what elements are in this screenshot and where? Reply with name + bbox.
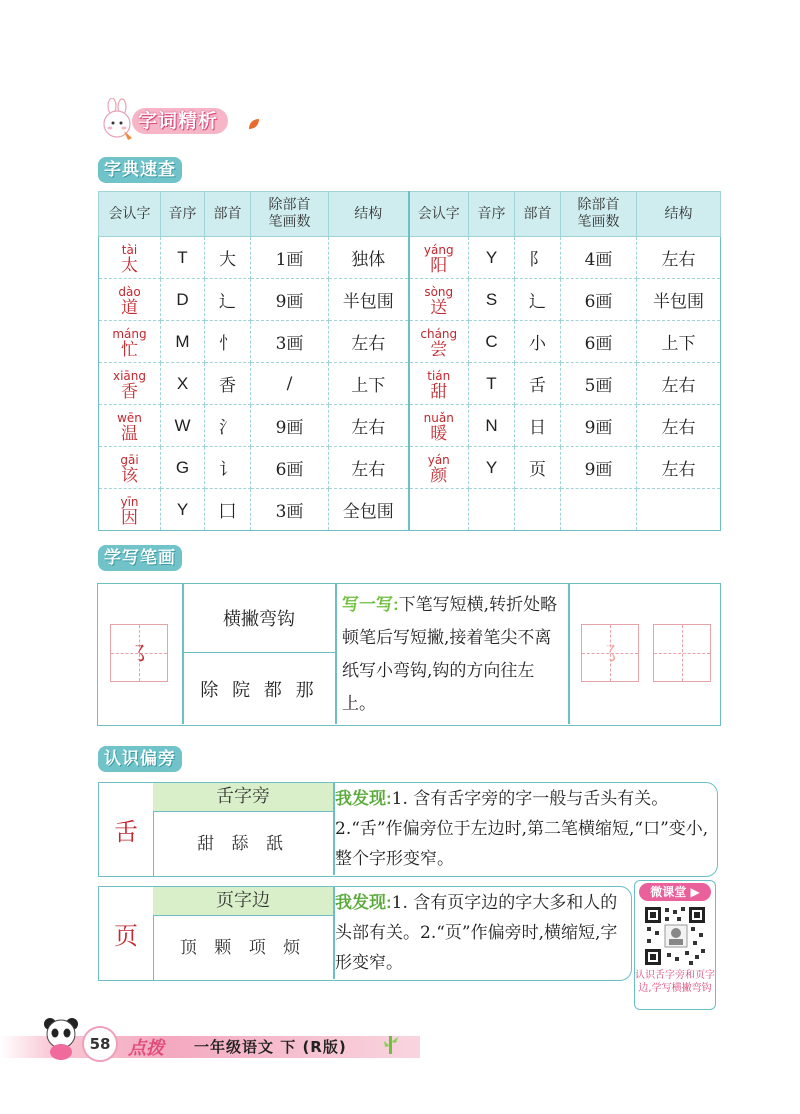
empty-cell — [561, 489, 637, 531]
char-cell: cháng 尝 — [409, 321, 469, 363]
order-cell: T — [161, 237, 205, 279]
tracing-grid[interactable] — [581, 624, 639, 682]
structure-cell: 上下 — [329, 363, 409, 405]
header-char: 会认字 — [99, 192, 161, 237]
structure-cell: 左右 — [637, 405, 721, 447]
radical-cell: 舌 — [515, 363, 561, 405]
dictionary-heading: 字典速查 — [98, 157, 182, 183]
header-structure: 结构 — [637, 192, 721, 237]
radical-cell: 忄 — [205, 321, 251, 363]
char-cell: yīn 因 — [99, 489, 161, 531]
table-row — [99, 363, 721, 405]
radical-cell: 阝 — [515, 237, 561, 279]
write-text: 下笔写短横,转折处略顿笔后写短撇,接着笔尖不离纸写小弯钩,钩的方向往左上。 — [342, 595, 558, 714]
order-cell: M — [161, 321, 205, 363]
strokes-heading: 学写笔画 — [98, 545, 182, 571]
char-cell: yán 颜 — [409, 447, 469, 489]
order-cell: Y — [469, 237, 515, 279]
order-cell: N — [469, 405, 515, 447]
header-order: 音序 — [469, 192, 515, 237]
structure-cell: 左右 — [329, 321, 409, 363]
radical-char: 舌 — [99, 783, 154, 876]
stroke-examples: 除 院 都 那 — [200, 680, 318, 701]
section-title-text: 字词精析 — [132, 108, 228, 134]
strokes-cell: 9画 — [561, 447, 637, 489]
qr-code-icon[interactable] — [643, 905, 707, 967]
leaf-icon — [248, 118, 260, 130]
strokes-cell: 9画 — [251, 279, 329, 321]
char-cell: sòng 送 — [409, 279, 469, 321]
radical-card-tongue — [98, 782, 718, 877]
structure-cell: 独体 — [329, 237, 409, 279]
structure-cell: 左右 — [637, 447, 721, 489]
discovery-label: 我发现: — [335, 789, 392, 808]
stroke-panel — [97, 583, 721, 726]
structure-cell: 半包围 — [329, 279, 409, 321]
strokes-cell: 4画 — [561, 237, 637, 279]
order-cell: T — [469, 363, 515, 405]
structure-cell: 上下 — [637, 321, 721, 363]
structure-cell: 全包围 — [329, 489, 409, 531]
discovery-label: 我发现: — [335, 893, 392, 912]
table-header-row — [99, 192, 721, 237]
char-cell: dào 道 — [99, 279, 161, 321]
radical-cell: 大 — [205, 237, 251, 279]
section-title — [98, 98, 258, 142]
char-cell: yáng 阳 — [409, 237, 469, 279]
char-cell: nuǎn 暖 — [409, 405, 469, 447]
blank-practice-grid[interactable] — [653, 624, 711, 682]
stroke-name: 横撇弯钩 — [183, 584, 335, 653]
panda-mascot-icon — [40, 1014, 82, 1062]
strokes-cell: 1画 — [251, 237, 329, 279]
header-char: 会认字 — [409, 192, 469, 237]
strokes-cell: 6画 — [561, 279, 637, 321]
brand-logo: 点拨 — [128, 1038, 164, 1059]
discovery-text: 我发现:1. 含有舌字旁的字一般与舌头有关。2.“舌”作偏旁位于左边时,第二笔横缩短,“口”变小,整个字形变窄。 — [335, 789, 709, 869]
table-row — [99, 405, 721, 447]
order-cell: W — [161, 405, 205, 447]
char-cell: tián 甜 — [409, 363, 469, 405]
char-cell: gāi 该 — [99, 447, 161, 489]
table-row — [99, 489, 721, 531]
write-label: 写一写: — [342, 595, 399, 614]
empty-cell — [637, 489, 721, 531]
strokes-cell: 6画 — [561, 321, 637, 363]
strokes-cell: / — [251, 363, 329, 405]
page-footer — [0, 1014, 800, 1064]
order-cell: C — [469, 321, 515, 363]
write-instructions — [342, 588, 566, 721]
table-row — [99, 321, 721, 363]
radical-cell: 辶 — [515, 279, 561, 321]
stroke-glyph: ㇌ — [127, 642, 150, 668]
strokes-cell: 6画 — [251, 447, 329, 489]
bamboo-icon — [383, 1034, 399, 1056]
radical-name: 舌字旁 — [153, 783, 333, 812]
book-info: 一年级语文 下 (R版) — [194, 1038, 347, 1056]
table-row — [99, 447, 721, 489]
order-cell: G — [161, 447, 205, 489]
radical-name: 页字边 — [153, 887, 333, 916]
structure-cell: 左右 — [637, 363, 721, 405]
order-cell: D — [161, 279, 205, 321]
strokes-cell: 5画 — [561, 363, 637, 405]
micro-class-caption: 认识舌字旁和页字边,学写横撇弯钩 — [635, 970, 715, 994]
header-strokes: 除部首 笔画数 — [561, 192, 637, 237]
micro-class-card[interactable] — [634, 880, 716, 1010]
char-cell: xiāng 香 — [99, 363, 161, 405]
structure-cell: 半包围 — [637, 279, 721, 321]
radical-card-head — [98, 886, 632, 981]
strokes-cell: 3画 — [251, 489, 329, 531]
radical-cell: 小 — [515, 321, 561, 363]
empty-cell — [409, 489, 469, 531]
table-row — [99, 279, 721, 321]
radicals-heading: 认识偏旁 — [98, 746, 182, 772]
radical-words: 顶 颗 项 烦 — [179, 938, 307, 958]
discovery-text: 我发现:1. 含有页字边的字大多和人的头部有关。2.“页”作偏旁时,横缩短,字形变窄。 — [335, 893, 618, 973]
practice-grid — [110, 624, 168, 682]
radical-char: 页 — [99, 887, 154, 980]
strokes-cell: 9画 — [251, 405, 329, 447]
header-radical: 部首 — [205, 192, 251, 237]
radical-cell: 氵 — [205, 405, 251, 447]
header-structure: 结构 — [329, 192, 409, 237]
radical-cell: 辶 — [205, 279, 251, 321]
char-cell: tài 太 — [99, 237, 161, 279]
order-cell: S — [469, 279, 515, 321]
char-cell: máng 忙 — [99, 321, 161, 363]
structure-cell: 左右 — [637, 237, 721, 279]
radical-cell: 页 — [515, 447, 561, 489]
structure-cell: 左右 — [329, 405, 409, 447]
strokes-cell: 9画 — [561, 405, 637, 447]
header-radical: 部首 — [515, 192, 561, 237]
dictionary-table — [98, 191, 721, 531]
tracing-glyph: ㇌ — [598, 642, 621, 668]
order-cell: Y — [161, 489, 205, 531]
char-cell: wēn 温 — [99, 405, 161, 447]
radical-cell: 香 — [205, 363, 251, 405]
order-cell: X — [161, 363, 205, 405]
radical-cell: 囗 — [205, 489, 251, 531]
radical-cell: 讠 — [205, 447, 251, 489]
header-strokes: 除部首 笔画数 — [251, 192, 329, 237]
radical-cell: 日 — [515, 405, 561, 447]
empty-cell — [469, 489, 515, 531]
order-cell: Y — [469, 447, 515, 489]
strokes-cell: 3画 — [251, 321, 329, 363]
page-number: 58 — [82, 1026, 118, 1062]
radical-words: 甜 舔 舐 — [197, 834, 289, 854]
header-order: 音序 — [161, 192, 205, 237]
structure-cell: 左右 — [329, 447, 409, 489]
table-row — [99, 237, 721, 279]
empty-cell — [515, 489, 561, 531]
micro-class-label: 微课堂 ▶ — [639, 883, 711, 901]
